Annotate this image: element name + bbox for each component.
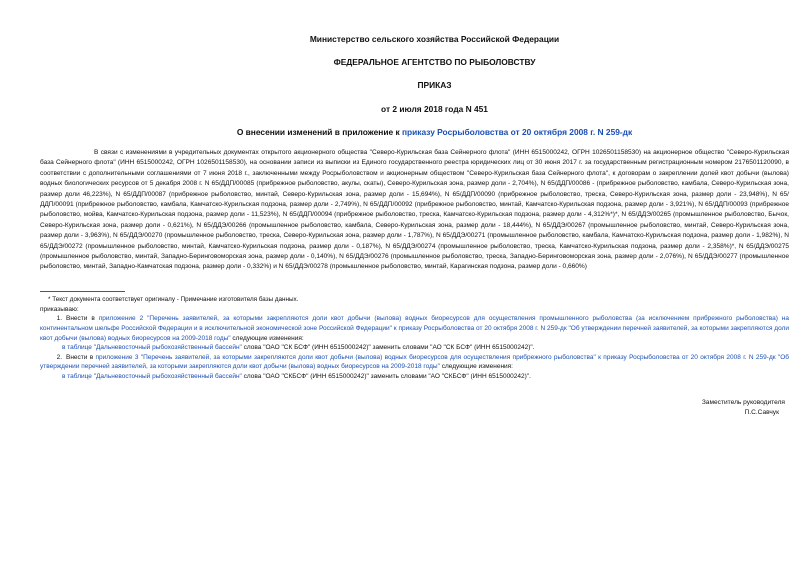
document-date-number: от 2 июля 2018 года N 451 (381, 104, 488, 114)
item-1-table-link[interactable]: в таблице "Дальневосточный рыбохозяйственный бассейн" (62, 344, 242, 352)
order-word: приказываю: (40, 305, 79, 313)
item-2-table-link[interactable]: в таблице "Дальневосточный рыбохозяйственный бассейн" (62, 373, 242, 381)
footnote: * Текст документа соответствует оригиналу - Примечание изготовителя базы данных. (48, 295, 299, 303)
order-item-1-sub: в таблице "Дальневосточный рыбохозяйственный бассейн" слова "ОАО "СК БСФ" (ИНН 6515000242)" заменить словами "АО "СК БСФ" (ИНН 6515000242)". (62, 344, 535, 352)
item-1-link-appendix-2[interactable]: приложение 2 "Перечень заявителей, за которыми закрепляются доли квот добычи (вылова) водных биоресурсов для осуществления промышленного рыболовства (за исключением прибрежного рыболовства) на континентальном шельфе Российской Федерации и в исключительной экономической зоне Российской Федерации" к приказу Росрыболовства от 20 октября 2008 г. N 259-дк "Об утверждении перечней заявителей, за которыми закрепляются доли квот добычи (вылова) водных биоресурсов на 2009-2018 годы" (40, 315, 789, 342)
ministry-heading: Министерство сельского хозяйства Российской Федерации (309, 34, 560, 44)
document-type: ПРИКАЗ (417, 80, 452, 90)
title-link-order-259[interactable]: приказу Росрыболовства от 20 октября 2008 г. N 259-дк (401, 127, 633, 137)
document-title (80, 127, 789, 137)
item-number: 2. (56, 353, 62, 361)
signature-name: П.С.Савчук (744, 408, 779, 416)
title-prefix: О внесении изменений в приложение к (236, 127, 402, 137)
footnote-divider (40, 291, 125, 292)
order-item-2: 2. Внести в приложение 3 "Перечень заявителей, за которыми закрепляются доли квот добычи (вылова) водных биоресурсов для осуществления прибрежного рыболовства" к приказу Росрыболовства от 20 октября 2008 г. N 259-дк "Об утверждении перечней заявителей, за которыми закрепляются доли квот добычи (вылова) водных биоресурсов на 2009-2018 годы" следующие изменения: (40, 353, 790, 371)
order-item-1: 1. Внести в приложение 2 "Перечень заявителей, за которыми закрепляются доли квот добычи (вылова) водных биоресурсов для осуществления промышленного рыболовства (за исключением прибрежного рыболовства) на континентальном шельфе Российской Федерации и в исключительной экономической зоне Российской Федерации" к приказу Росрыболовства от 20 октября 2008 г. N 259-дк "Об утверждении перечней заявителей, за которыми закрепляются доли квот добычи (вылова) водных биоресурсов на 2009-2018 годы" следующие изменения: (40, 315, 789, 342)
item-2-link-appendix-3[interactable]: приложение 3 "Перечень заявителей, за которыми закрепляются доли квот добычи (вылова) водных биоресурсов для осуществления прибрежного рыболовства" к приказу Росрыболовства от 20 октября 2008 г. N 259-дк "Об утверждении перечней заявителей, за которыми закрепляются доли квот добычи (вылова) водных биоресурсов на 2009-2018 годы" (40, 353, 790, 371)
order-item-2-sub: в таблице "Дальневосточный рыбохозяйственный бассейн" слова "ОАО "СКБСФ" (ИНН 6515000242)" заменить словами "АО "СКБСФ" (ИНН 6515000242)". (62, 373, 531, 381)
signature-position: Заместитель руководителя (701, 398, 785, 406)
agency-heading: ФЕДЕРАЛЬНОЕ АГЕНТСТВО ПО РЫБОЛОВСТВУ (333, 57, 536, 67)
preamble-text: В связи с изменениями в учредительных документах открытого акционерного общества "Северо-Курильская база Сейнерного флота" (ИНН 6515000242, ОГРН 1026501158530) на акционерное общество "Северо-Курильская база Сейнерного флота" (ИНН 6515000242, ОГРН 1026501158530), на основании записи из выписки из Единого государственного реестра юридических лиц от 30 июня 2017 г. за государственным регистрационным номером 2176501120090, в соответствии с дополнительными соглашениями от 7 июня 2018 г., заключенными между Росрыболовством и акционерным обществом "Северо-Курильская база Сейнерного флота", к договорам о закреплении долей квот добычи (вылова) водных биологических ресурсов от 5 декабря 2008 г. N 65/ДДП/00085 (прибрежное рыболовство, акулы, скаты), Северо-Курильская зона, размер доли - 2,704%), N 65/ДДП/00086 - (прибрежное рыболовство, камбала, Северо-Курильская зона, размер доли 46,223%), N 65/ДДП/00087 (прибрежное рыболовство, минтай, Северо-Курильская зона, размер доли - 15,694%), N 65/ДДП/00090 (прибрежное рыболовство, треска, Северо-Курильская зона, размер доли - 23,948%), N 65/ДДП/00091 (прибрежное рыболовство, камбала, Камчатско-Курильская подзона, размер доли - 2,749%), N 65/ДДП/00092 (прибрежное рыболовство, минтай, Камчатско-Курильская подзона, размер доли - 3,921%), N 65/ДДП/00093 (прибрежное рыболовство, мойва, Камчатско-Курильская подзона, размер доли - 11,523%), N 65/ДДП/00094 (прибрежное рыболовство, треска, Камчатско-Курильская подзона, размер доли - 4,312%*)*, N 65/ДДЭ/00265 (промышленное рыболовство, Бычок, Северо-Курильская зона, размер доли - 0,621%), N 65/ДДЭ/00266 (промышленное рыболовство, камбала, Северо-Курильская зона, размер доли - 18,444%), N 65/ДДЭ/00267 (промышленное рыболовство, минтай, Северо-Курильская зона, размер доли - 3,963%), N 65/ДДЭ/00270 (промышленное рыболовство, треска, Северо-Курильская зона, размер доли - 1,787%), N 65/ДДЭ/00271 (промышленное рыболовство, камбала, Камчатско-Курильская подзона, размер доли - 1,982%), N 65/ДДЭ/00272 (промышленное рыболовство, минтай, Камчатско-Курильская подзона, размер доли - 0,187%), N 65/ДДЭ/00274 (промышленное рыболовство, треска, Камчатско-Курильская подзона, размер доли - 2,358%)*, N 65/ДДЭ/00275 (промышленное рыболовство, минтай, Западно-Беринговоморская зона, размер доли - 0,140%), N 65/ДДЭ/00276 (промышленное рыболовство, треска, Западно-Беринговоморская зона, размер доли - 2,076%), N 65/ДДЭ/00277 (промышленное рыболовство, минтай, Западно-Камчатская подзона, размер доли - 0,332%) и N 65/ДДЭ/00278 (промышленное рыболовство, минтай, Карагинская подзона, размер доли - 0,660%) (40, 149, 789, 271)
item-number: 1. (56, 315, 62, 323)
preamble-paragraph (40, 148, 789, 273)
